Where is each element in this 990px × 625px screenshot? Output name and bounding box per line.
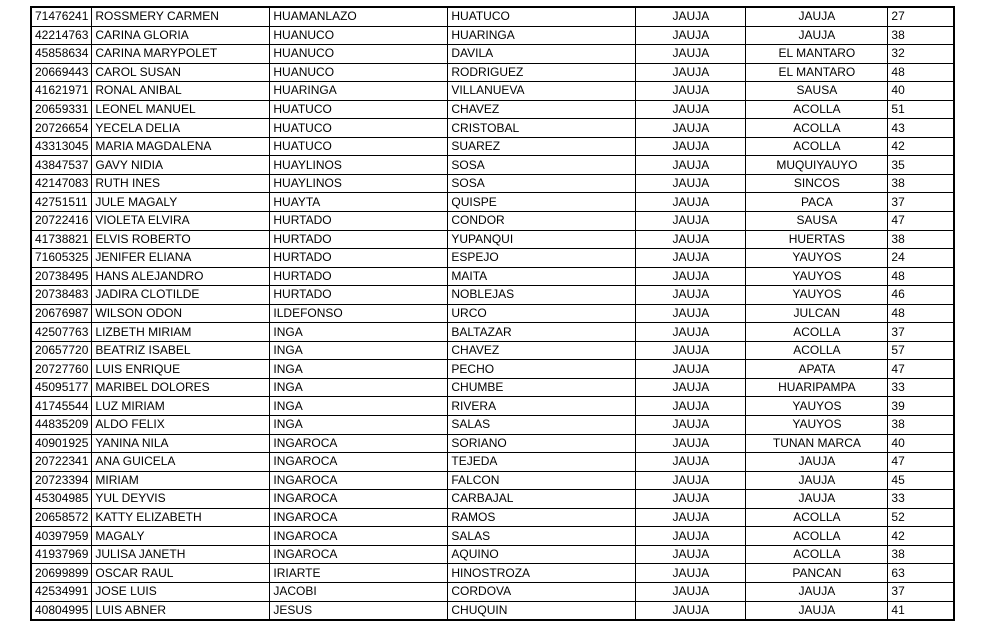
paternal-surname-cell: HURTADO [270,230,448,249]
district-cell: HUERTAS [746,230,888,249]
dni-cell: 43847537 [31,156,92,175]
dni-cell: 20699899 [31,564,92,583]
table-row [31,156,954,175]
given-names-cell: BEATRIZ ISABEL [92,341,270,360]
paternal-surname-cell: HUANUCO [270,26,448,45]
table-row [31,63,954,82]
province-cell: JAUJA [636,286,746,305]
table-row [31,137,954,156]
table-row [31,174,954,193]
table-row [31,26,954,45]
province-cell: JAUJA [636,378,746,397]
maternal-surname-cell: TEJEDA [448,453,636,472]
paternal-surname-cell: INGA [270,416,448,435]
dni-cell: 20658572 [31,508,92,527]
province-cell: JAUJA [636,249,746,268]
paternal-surname-cell: HURTADO [270,286,448,305]
age-cell: 52 [888,508,954,527]
given-names-cell: HANS ALEJANDRO [92,267,270,286]
maternal-surname-cell: YUPANQUI [448,230,636,249]
paternal-surname-cell: INGA [270,323,448,342]
district-cell: JAUJA [746,490,888,509]
table-row [31,7,954,26]
maternal-surname-cell: ESPEJO [448,249,636,268]
dni-cell: 42214763 [31,26,92,45]
province-cell: JAUJA [636,508,746,527]
given-names-cell: ALDO FELIX [92,416,270,435]
given-names-cell: CAROL SUSAN [92,63,270,82]
province-cell: JAUJA [636,63,746,82]
maternal-surname-cell: NOBLEJAS [448,286,636,305]
paternal-surname-cell: INGAROCA [270,508,448,527]
dni-cell: 45095177 [31,378,92,397]
given-names-cell: RONAL ANIBAL [92,82,270,101]
district-cell: PANCAN [746,564,888,583]
maternal-surname-cell: CHAVEZ [448,100,636,119]
province-cell: JAUJA [636,545,746,564]
province-cell: JAUJA [636,360,746,379]
dni-cell: 40397959 [31,527,92,546]
paternal-surname-cell: HUANUCO [270,63,448,82]
paternal-surname-cell: HUAMANLAZO [270,7,448,26]
given-names-cell: WILSON ODON [92,304,270,323]
province-cell: JAUJA [636,527,746,546]
age-cell: 38 [888,26,954,45]
province-cell: JAUJA [636,82,746,101]
age-cell: 40 [888,434,954,453]
district-cell: ACOLLA [746,527,888,546]
age-cell: 27 [888,7,954,26]
province-cell: JAUJA [636,490,746,509]
dni-cell: 20723394 [31,471,92,490]
paternal-surname-cell: INGAROCA [270,434,448,453]
province-cell: JAUJA [636,26,746,45]
dni-cell: 45858634 [31,45,92,64]
age-cell: 38 [888,230,954,249]
paternal-surname-cell: HUAYLINOS [270,174,448,193]
paternal-surname-cell: HUATUCO [270,100,448,119]
district-cell: JAUJA [746,453,888,472]
maternal-surname-cell: HUARINGA [448,26,636,45]
dni-cell: 20722416 [31,212,92,231]
dni-cell: 20676987 [31,304,92,323]
given-names-cell: ANA GUICELA [92,453,270,472]
age-cell: 48 [888,63,954,82]
dni-cell: 20738495 [31,267,92,286]
province-cell: JAUJA [636,453,746,472]
maternal-surname-cell: RAMOS [448,508,636,527]
age-cell: 47 [888,453,954,472]
table-row [31,545,954,564]
district-cell: ACOLLA [746,137,888,156]
province-cell: JAUJA [636,174,746,193]
table-row [31,453,954,472]
district-cell: JAUJA [746,582,888,601]
table-row [31,378,954,397]
maternal-surname-cell: SALAS [448,416,636,435]
age-cell: 41 [888,601,954,620]
age-cell: 24 [888,249,954,268]
table-row [31,304,954,323]
given-names-cell: VIOLETA ELVIRA [92,212,270,231]
maternal-surname-cell: CHUMBE [448,378,636,397]
district-cell: SINCOS [746,174,888,193]
dni-cell: 42507763 [31,323,92,342]
dni-cell: 41937969 [31,545,92,564]
age-cell: 48 [888,267,954,286]
province-cell: JAUJA [636,100,746,119]
given-names-cell: JULE MAGALY [92,193,270,212]
age-cell: 42 [888,527,954,546]
age-cell: 45 [888,471,954,490]
maternal-surname-cell: HINOSTROZA [448,564,636,583]
maternal-surname-cell: CARBAJAL [448,490,636,509]
given-names-cell: JOSE LUIS [92,582,270,601]
table-row [31,490,954,509]
maternal-surname-cell: CHUQUIN [448,601,636,620]
dni-cell: 42534991 [31,582,92,601]
maternal-surname-cell: SORIANO [448,434,636,453]
maternal-surname-cell: VILLANUEVA [448,82,636,101]
age-cell: 39 [888,397,954,416]
district-cell: JULCAN [746,304,888,323]
province-cell: JAUJA [636,434,746,453]
province-cell: JAUJA [636,397,746,416]
table-row [31,564,954,583]
maternal-surname-cell: RIVERA [448,397,636,416]
paternal-surname-cell: HURTADO [270,249,448,268]
maternal-surname-cell: SOSA [448,156,636,175]
table-row [31,471,954,490]
table-row [31,193,954,212]
table-row [31,267,954,286]
paternal-surname-cell: HUAYTA [270,193,448,212]
given-names-cell: LIZBETH MIRIAM [92,323,270,342]
dni-cell: 20727760 [31,360,92,379]
maternal-surname-cell: SALAS [448,527,636,546]
given-names-cell: YUL DEYVIS [92,490,270,509]
dni-cell: 42147083 [31,174,92,193]
table-row [31,45,954,64]
given-names-cell: MAGALY [92,527,270,546]
district-cell: HUARIPAMPA [746,378,888,397]
province-cell: JAUJA [636,7,746,26]
table-row [31,508,954,527]
given-names-cell: RUTH INES [92,174,270,193]
paternal-surname-cell: HUATUCO [270,119,448,138]
paternal-surname-cell: HUAYLINOS [270,156,448,175]
paternal-surname-cell: INGAROCA [270,471,448,490]
district-cell: ACOLLA [746,545,888,564]
province-cell: JAUJA [636,341,746,360]
province-cell: JAUJA [636,471,746,490]
given-names-cell: KATTY ELIZABETH [92,508,270,527]
table-row [31,397,954,416]
data-table [30,6,955,621]
table-row [31,119,954,138]
age-cell: 47 [888,212,954,231]
province-cell: JAUJA [636,564,746,583]
maternal-surname-cell: HUATUCO [448,7,636,26]
given-names-cell: MIRIAM [92,471,270,490]
age-cell: 40 [888,82,954,101]
district-cell: PACA [746,193,888,212]
table-row [31,527,954,546]
given-names-cell: LEONEL MANUEL [92,100,270,119]
age-cell: 35 [888,156,954,175]
age-cell: 57 [888,341,954,360]
maternal-surname-cell: MAITA [448,267,636,286]
given-names-cell: ROSSMERY CARMEN [92,7,270,26]
maternal-surname-cell: SOSA [448,174,636,193]
table-row [31,341,954,360]
maternal-surname-cell: SUAREZ [448,137,636,156]
dni-cell: 20659331 [31,100,92,119]
district-cell: JAUJA [746,471,888,490]
province-cell: JAUJA [636,156,746,175]
table-row [31,100,954,119]
dni-cell: 41738821 [31,230,92,249]
age-cell: 43 [888,119,954,138]
district-cell: SAUSA [746,82,888,101]
given-names-cell: OSCAR RAUL [92,564,270,583]
table-row [31,582,954,601]
province-cell: JAUJA [636,304,746,323]
district-cell: YAUYOS [746,416,888,435]
dni-cell: 43313045 [31,137,92,156]
district-cell: YAUYOS [746,397,888,416]
paternal-surname-cell: INGAROCA [270,490,448,509]
district-cell: ACOLLA [746,323,888,342]
province-cell: JAUJA [636,267,746,286]
district-cell: JAUJA [746,26,888,45]
maternal-surname-cell: CONDOR [448,212,636,231]
district-cell: SAUSA [746,212,888,231]
age-cell: 38 [888,174,954,193]
table-row [31,360,954,379]
dni-cell: 42751511 [31,193,92,212]
table-row [31,212,954,231]
dni-cell: 20657720 [31,341,92,360]
age-cell: 38 [888,545,954,564]
given-names-cell: MARIA MAGDALENA [92,137,270,156]
dni-cell: 45304985 [31,490,92,509]
paternal-surname-cell: HURTADO [270,267,448,286]
district-cell: TUNAN MARCA [746,434,888,453]
paternal-surname-cell: INGA [270,397,448,416]
dni-cell: 41621971 [31,82,92,101]
dni-cell: 20726654 [31,119,92,138]
dni-cell: 40804995 [31,601,92,620]
table-row [31,249,954,268]
maternal-surname-cell: CRISTOBAL [448,119,636,138]
district-cell: YAUYOS [746,249,888,268]
district-cell: JAUJA [746,7,888,26]
dni-cell: 71476241 [31,7,92,26]
province-cell: JAUJA [636,193,746,212]
district-cell: APATA [746,360,888,379]
district-cell: ACOLLA [746,341,888,360]
table-row [31,416,954,435]
maternal-surname-cell: QUISPE [448,193,636,212]
district-cell: ACOLLA [746,119,888,138]
paternal-surname-cell: ILDEFONSO [270,304,448,323]
district-cell: ACOLLA [746,100,888,119]
age-cell: 33 [888,378,954,397]
age-cell: 48 [888,304,954,323]
dni-cell: 20738483 [31,286,92,305]
maternal-surname-cell: URCO [448,304,636,323]
dni-cell: 44835209 [31,416,92,435]
given-names-cell: CARINA GLORIA [92,26,270,45]
given-names-cell: GAVY NIDIA [92,156,270,175]
maternal-surname-cell: RODRIGUEZ [448,63,636,82]
given-names-cell: MARIBEL DOLORES [92,378,270,397]
dni-cell: 40901925 [31,434,92,453]
paternal-surname-cell: INGA [270,341,448,360]
maternal-surname-cell: DAVILA [448,45,636,64]
paternal-surname-cell: HUATUCO [270,137,448,156]
age-cell: 33 [888,490,954,509]
district-cell: JAUJA [746,601,888,620]
maternal-surname-cell: PECHO [448,360,636,379]
province-cell: JAUJA [636,212,746,231]
paternal-surname-cell: IRIARTE [270,564,448,583]
district-cell: EL MANTARO [746,63,888,82]
paternal-surname-cell: INGAROCA [270,453,448,472]
age-cell: 63 [888,564,954,583]
province-cell: JAUJA [636,45,746,64]
dni-cell: 41745544 [31,397,92,416]
table-row [31,230,954,249]
province-cell: JAUJA [636,582,746,601]
district-cell: ACOLLA [746,508,888,527]
given-names-cell: ELVIS ROBERTO [92,230,270,249]
given-names-cell: CARINA MARYPOLET [92,45,270,64]
paternal-surname-cell: INGA [270,378,448,397]
age-cell: 47 [888,360,954,379]
given-names-cell: JENIFER ELIANA [92,249,270,268]
maternal-surname-cell: CORDOVA [448,582,636,601]
paternal-surname-cell: HURTADO [270,212,448,231]
given-names-cell: LUIS ENRIQUE [92,360,270,379]
paternal-surname-cell: HUANUCO [270,45,448,64]
age-cell: 51 [888,100,954,119]
paternal-surname-cell: INGA [270,360,448,379]
maternal-surname-cell: AQUINO [448,545,636,564]
province-cell: JAUJA [636,230,746,249]
paternal-surname-cell: JACOBI [270,582,448,601]
age-cell: 38 [888,416,954,435]
table-body [31,7,954,620]
province-cell: JAUJA [636,416,746,435]
paternal-surname-cell: INGAROCA [270,527,448,546]
district-cell: MUQUIYAUYO [746,156,888,175]
province-cell: JAUJA [636,601,746,620]
paternal-surname-cell: HUARINGA [270,82,448,101]
paternal-surname-cell: JESUS [270,601,448,620]
table-row [31,434,954,453]
province-cell: JAUJA [636,323,746,342]
given-names-cell: YANINA NILA [92,434,270,453]
dni-cell: 20722341 [31,453,92,472]
table-row [31,323,954,342]
given-names-cell: LUZ MIRIAM [92,397,270,416]
maternal-surname-cell: CHAVEZ [448,341,636,360]
district-cell: YAUYOS [746,286,888,305]
dni-cell: 20669443 [31,63,92,82]
maternal-surname-cell: FALCON [448,471,636,490]
table-row [31,601,954,620]
age-cell: 37 [888,323,954,342]
given-names-cell: YECELA DELIA [92,119,270,138]
province-cell: JAUJA [636,119,746,138]
given-names-cell: LUIS ABNER [92,601,270,620]
age-cell: 46 [888,286,954,305]
table-row [31,286,954,305]
province-cell: JAUJA [636,137,746,156]
paternal-surname-cell: INGAROCA [270,545,448,564]
given-names-cell: JADIRA CLOTILDE [92,286,270,305]
age-cell: 37 [888,193,954,212]
age-cell: 37 [888,582,954,601]
age-cell: 32 [888,45,954,64]
maternal-surname-cell: BALTAZAR [448,323,636,342]
district-cell: YAUYOS [746,267,888,286]
district-cell: EL MANTARO [746,45,888,64]
age-cell: 42 [888,137,954,156]
table-row [31,82,954,101]
given-names-cell: JULISA JANETH [92,545,270,564]
dni-cell: 71605325 [31,249,92,268]
